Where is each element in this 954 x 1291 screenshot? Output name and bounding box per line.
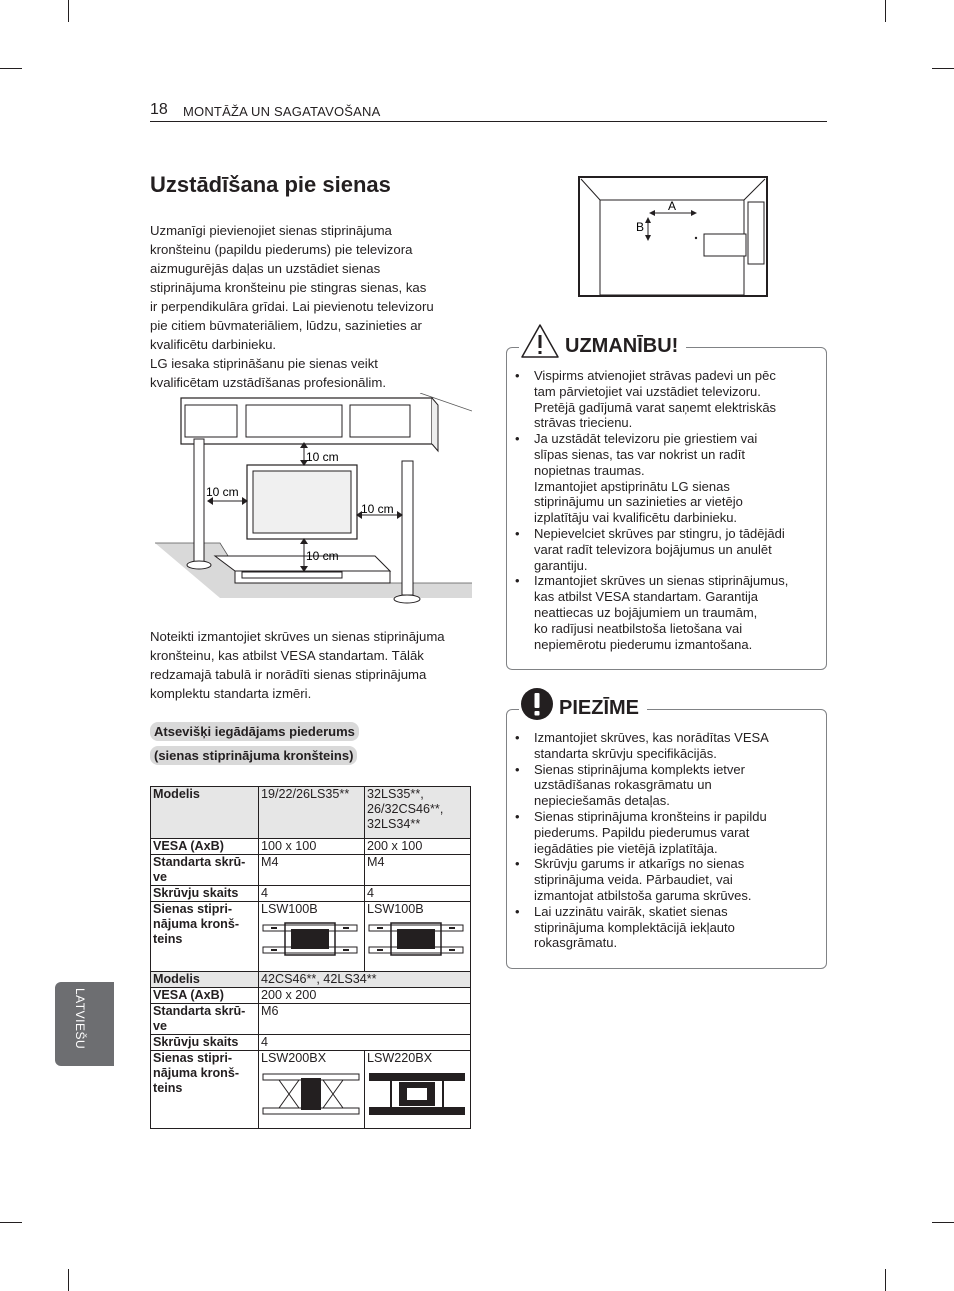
text-line: • Sienas stiprinājuma komplekts ietver [534, 761, 745, 777]
table-header-cell [151, 902, 259, 972]
text-line: tam pārvietojiet vai uzstādiet televizoru. [534, 383, 761, 399]
warning-icon [519, 322, 561, 360]
text-line: • Skrūvju garums ir atkarīgs no sienas [534, 856, 745, 872]
wall-bracket-image [261, 921, 359, 959]
list-item [515, 573, 820, 652]
table-cell: M4 [365, 855, 471, 886]
text-line: Standarta skrū- [153, 855, 246, 869]
page-header [150, 98, 827, 122]
table-header-cell [151, 1004, 259, 1035]
text-line: standarta skrūvju specifikācijās. [534, 745, 717, 761]
table-header-cell: Skrūvju skaits [151, 886, 259, 902]
text-line: ve [153, 1019, 168, 1033]
text-line: kvalificētam uzstādīšanas profesionālim. [150, 375, 387, 390]
caution-title: UZMANĪBU! [559, 335, 686, 358]
dimension-b-label: B [636, 220, 645, 234]
table-cell [365, 902, 471, 972]
text-line: garantiju. [534, 557, 588, 573]
section-title: MONTĀŽA UN SAGATAVOŠANA [183, 104, 381, 119]
accessory-tag: Atsevišķi iegādājams piederums [150, 722, 359, 741]
bracket-model: LSW200BX [261, 1051, 327, 1065]
text-line: 26/32CS46**, [367, 802, 444, 816]
wall-bracket-image [261, 1070, 361, 1118]
text-line: teins [153, 1081, 183, 1095]
intro-paragraph [150, 221, 470, 392]
text-line: nopietnas traumas. [534, 462, 645, 478]
text-line: izmantojat atbilstoša garuma skrūves. [534, 887, 752, 903]
list-item [515, 762, 820, 809]
table-row [151, 1051, 471, 1129]
crop-mark [932, 1222, 954, 1223]
text-line: ir perpendikulāra grīdai. Lai pievienotu televizoru [150, 299, 434, 314]
wall-bracket-image [367, 1070, 467, 1118]
text-line: teins [153, 932, 183, 946]
crop-mark [0, 1222, 22, 1223]
accessory-tag-sub: (sienas stiprinājuma kronšteins) [150, 746, 357, 765]
text-line: Noteikti izmantojiet skrūves un sienas stiprinājuma [150, 629, 445, 644]
caution-list [515, 368, 820, 652]
text-line: ve [153, 870, 168, 884]
text-line: • Izmantojiet skrūves, kas norādītas VESA [534, 730, 769, 745]
table-row [151, 839, 471, 855]
installation-clearance-illustration [150, 393, 472, 608]
text-line: rokasgrāmatu. [534, 935, 618, 951]
table-header-cell: VESA (AxB) [151, 988, 259, 1004]
list-item [515, 904, 820, 951]
language-tab-label: LATVIEŠU [73, 988, 87, 1050]
table-header-cell: Skrūvju skaits [151, 1035, 259, 1051]
text-line: Sienas stipri- [153, 902, 233, 916]
text-line: kvalificētu darbinieku. [150, 337, 277, 352]
text-line: stiprinājumu un sazinieties ar vietējo [534, 494, 743, 510]
table-row [151, 902, 471, 972]
table-cell [365, 787, 471, 839]
table-header-cell [151, 855, 259, 886]
crop-mark [0, 68, 22, 69]
text-line: iegādāties pie vietējā izplatītāja. [534, 840, 718, 856]
text-line: • Sienas stiprinājuma kronšteins ir papildu [534, 808, 767, 824]
text-line: Pretējā gadījumā varat saņemt elektriskās [534, 399, 777, 415]
text-line: Izmantojiet apstiprinātu LG sienas [534, 478, 730, 494]
text-line: LG iesaka stiprināšanu pie sienas veikt [150, 356, 378, 371]
text-line: 32LS35**, [367, 787, 424, 801]
text-line: komplektu standarta izmēri. [150, 686, 312, 701]
text-line: kronšteinu, kas atbilst VESA standartam. Tālāk [150, 648, 424, 663]
table-cell: 19/22/26LS35** [259, 787, 365, 839]
text-line: Uzmanīgi pievienojiet sienas stiprinājuma [150, 223, 392, 238]
exclamation-icon [519, 686, 555, 722]
vesa-spec-table [150, 786, 471, 1129]
table-row [151, 972, 471, 988]
wall-bracket-image [367, 921, 465, 959]
note-title: PIEZĪME [553, 697, 647, 720]
list-item [515, 730, 820, 762]
table-row [151, 988, 471, 1004]
text-line: • Vispirms atvienojiet strāvas padevi un pēc [534, 368, 776, 383]
language-tab [55, 982, 114, 1066]
text-line: neattiecas uz bojājumiem un traumām, [534, 604, 758, 620]
table-row [151, 1004, 471, 1035]
text-line: aizmugurējās daļas un uzstādiet sienas [150, 261, 381, 276]
table-header-cell: Modelis [151, 972, 259, 988]
crop-mark [68, 1269, 69, 1291]
text-line: piederums. Papildu piederumus varat [534, 824, 750, 840]
list-item [515, 809, 820, 856]
table-cell: 4 [259, 1035, 471, 1051]
text-line: kronšteinu (papildu piederums) pie televizora [150, 242, 413, 257]
list-item [515, 526, 820, 573]
table-header-cell [151, 1051, 259, 1129]
crop-mark [885, 1269, 886, 1291]
text-line: nepiemērotu piederumu izmantošana. [534, 636, 753, 652]
note-box [506, 697, 827, 969]
text-line: • Izmantojiet skrūves un sienas stiprinājumus, [534, 573, 789, 589]
list-item [515, 431, 820, 526]
text-line: izplatītāju vai kvalificētu darbinieku. [534, 510, 738, 526]
crop-mark [932, 68, 954, 69]
dimension-a-label: A [668, 199, 677, 213]
text-line: slīpas sienas, tas var nokrist un radīt [534, 446, 745, 462]
table-cell: 200 x 100 [365, 839, 471, 855]
table-cell: M4 [259, 855, 365, 886]
text-line: ko radījusi neatbilstoša lietošana vai [534, 620, 743, 636]
table-cell: 4 [365, 886, 471, 902]
vesa-paragraph [150, 627, 472, 703]
page-number: 18 [150, 101, 168, 118]
table-header-cell: Modelis [151, 787, 259, 839]
clearance-right-label: 10 cm [361, 502, 394, 516]
text-line: varat radīt televizora bojājumus un anulēt [534, 541, 772, 557]
bracket-model: LSW220BX [367, 1051, 433, 1065]
table-row [151, 886, 471, 902]
table-cell: M6 [259, 1004, 471, 1035]
text-line: pie citiem būvmateriāliem, lūdzu, sazinieties ar [150, 318, 422, 333]
text-line: • Ja uzstādāt televizoru pie griestiem vai [534, 431, 758, 447]
table-row [151, 787, 471, 839]
text-line: stiprinājuma veida. Pārbaudiet, vai [534, 872, 733, 888]
crop-mark [885, 0, 886, 22]
clearance-left-label: 10 cm [206, 485, 239, 499]
text-line: Sienas stipri- [153, 1051, 233, 1065]
table-cell: 4 [259, 886, 365, 902]
table-row [151, 1035, 471, 1051]
table-header-cell: VESA (AxB) [151, 839, 259, 855]
text-line: uzstādīšanas rokasgrāmatu un [534, 777, 712, 793]
bracket-model: LSW100B [367, 902, 424, 916]
list-item [515, 368, 820, 431]
text-line: redzamajā tabulā ir norādīti sienas stiprinājuma [150, 667, 427, 682]
text-line: Standarta skrū- [153, 1004, 246, 1018]
bracket-model: LSW100B [261, 902, 318, 916]
text-line: strāvas triecienu. [534, 415, 633, 431]
text-line: nājuma kronš- [153, 917, 240, 931]
text-line: kas atbilst VESA standartam. Garantija [534, 589, 758, 605]
text-line: stiprinājuma komplektācijā iekļauto [534, 919, 735, 935]
text-line: • Lai uzzinātu vairāk, skatiet sienas [534, 903, 728, 919]
note-list [515, 730, 820, 951]
table-cell: 42CS46**, 42LS34** [259, 972, 471, 988]
text-line: • Nepievelciet skrūves par stingru, jo tādējādi [534, 525, 785, 541]
table-cell: 200 x 200 [259, 988, 471, 1004]
table-cell [259, 902, 365, 972]
list-item [515, 856, 820, 903]
caution-box [506, 335, 827, 670]
clearance-top-label: 10 cm [306, 450, 339, 464]
table-row [151, 855, 471, 886]
crop-mark [68, 0, 69, 22]
text-line: 32LS34** [367, 817, 421, 831]
page-title: Uzstādīšana pie sienas [150, 172, 391, 197]
tv-back-vesa-diagram [578, 176, 768, 297]
table-cell [365, 1051, 471, 1129]
table-cell: 100 x 100 [259, 839, 365, 855]
table-cell [259, 1051, 365, 1129]
clearance-bottom-label: 10 cm [306, 549, 339, 563]
text-line: stiprinājuma kronšteinu pie stingras sienas, kas [150, 280, 427, 295]
text-line: nepieciešamās detaļas. [534, 793, 670, 809]
text-line: nājuma kronš- [153, 1066, 240, 1080]
